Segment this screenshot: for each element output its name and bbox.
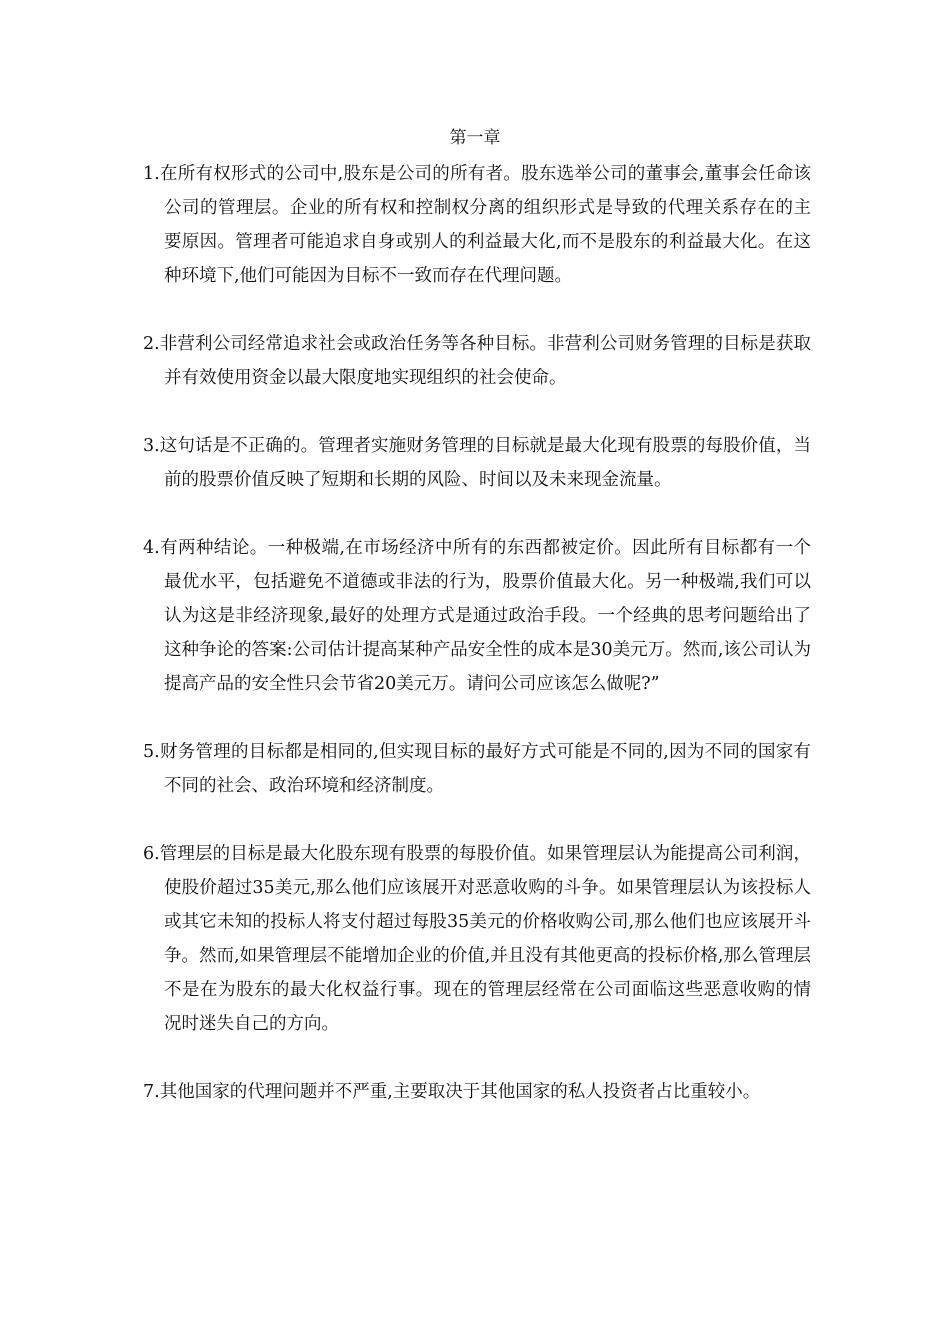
answer-item-5: 5.财务管理的目标都是相同的,但实现目标的最好方式可能是不同的,因为不同的国家有不同的社会、政治环境和经济制度。	[143, 742, 811, 796]
answer-item-4: 4.有两种结论。一种极端,在市场经济中所有的东西都被定价。因此所有目标都有一个最优水平，包括避免不道德或非法的行为，股票价值最大化。另一种极端,我们可以认为这是非经济现象,最好的处理方式是通过政治手段。一个经典的思考问题给出了这种争论的答案:公司估计提高某种产品安全性的成本是30美元万。然而,该公司认为提高产品的安全性只会节省20美元万。请问公司应该怎么做呢?”	[143, 538, 811, 694]
answer-item-2: 2.非营利公司经常追求社会或政治任务等各种目标。非营利公司财务管理的目标是获取并有效使用资金以最大限度地实现组织的社会使命。	[143, 334, 811, 388]
chapter-title: 第一章	[449, 128, 501, 148]
answer-list	[143, 157, 811, 1109]
answer-item-6: 6.管理层的目标是最大化股东现有股票的每股价值。如果管理层认为能提高公司利润，使股价超过35美元,那么他们应该展开对恶意收购的斗争。如果管理层认为该投标人或其它未知的投标人将支付超过每股35美元的价格收购公司,那么他们也应该展开斗争。然而,如果管理层不能增加企业的价值,并且没有其他更高的投标价格,那么管理层不是在为股东的最大化权益行事。现在的管理层经常在公司面临这些恶意收购的情况时迷失自己的方向。	[143, 844, 811, 1034]
answer-item-1: 1.在所有权形式的公司中,股东是公司的所有者。股东选举公司的董事会,董事会任命该公司的管理层。企业的所有权和控制权分离的组织形式是导致的代理关系存在的主要原因。管理者可能追求自身或别人的利益最大化,而不是股东的利益最大化。在这种环境下,他们可能因为目标不一致而存在代理问题。	[143, 164, 811, 286]
answer-item-7: 7.其他国家的代理问题并不严重,主要取决于其他国家的私人投资者占比重较小。	[143, 1082, 761, 1102]
answer-item-3: 3.这句话是不正确的。管理者实施财务管理的目标就是最大化现有股票的每股价值，当前的股票价值反映了短期和长期的风险、时间以及未来现金流量。	[143, 436, 811, 490]
